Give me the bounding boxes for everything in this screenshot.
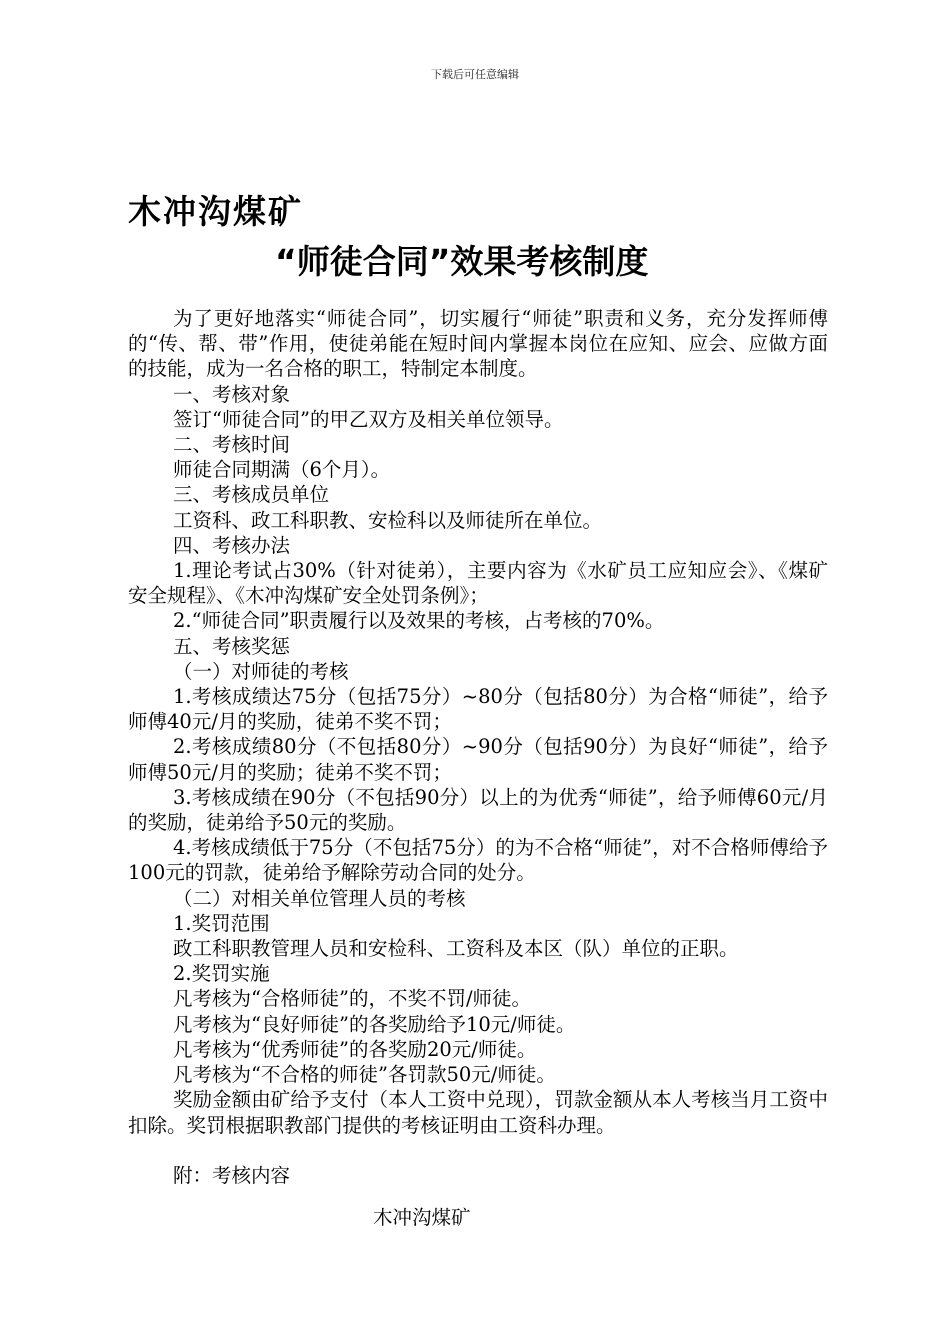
signature-organization: 木冲沟煤矿 [373, 1206, 471, 1229]
section-5-sub-2-heading: （二）对相关单位管理人员的考核 [173, 886, 466, 910]
section-5-sub-2-rule-3: 凡考核为“优秀师徒”的各奖励20元/师徒。 [173, 1037, 537, 1061]
section-5-sub-2-scope-text: 政工科职教管理人员和安检科、工资科及本区（队）单位的正职。 [173, 937, 739, 961]
section-5-sub-2-rule-2: 凡考核为“良好师徒”的各奖励给予10元/师徒。 [173, 1012, 576, 1036]
section-5-sub-2-rule-1: 凡考核为“合格师徒”的，不奖不罚/师徒。 [173, 987, 532, 1011]
closing-paragraph: 奖励金额由矿给予支付（本人工资中兑现），罚款金额从本人考核当月工资中扣除。奖罚根据职教部门提供的考核证明由工资科办理。 [128, 1088, 828, 1137]
section-5-heading: 五、考核奖惩 [173, 634, 291, 658]
section-3-heading: 三、考核成员单位 [173, 483, 330, 507]
section-5-sub-1-item-3: 3.考核成绩在90分（不包括90分）以上的为优秀“师徒”，给予师傅60元/月的奖励，徒弟给予50元的奖励。 [128, 785, 828, 835]
document-body [128, 306, 828, 1188]
section-1-heading: 一、考核对象 [173, 382, 291, 406]
spacer [128, 1138, 828, 1163]
section-2-heading: 二、考核时间 [173, 433, 291, 457]
section-4-item-1: 1.理论考试占30%（针对徒弟），主要内容为《水矿员工应知应会》、《煤矿安全规程》、《木冲沟煤矿安全处罚条例》； [128, 559, 828, 608]
section-5-sub-2-rule-4: 凡考核为“不合格的师徒”各罚款50元/师徒。 [173, 1063, 556, 1087]
section-4-item-2: 2.“师徒合同”职责履行以及效果的考核，占考核的70%。 [173, 609, 665, 633]
attachment-note: 附：考核内容 [173, 1163, 291, 1187]
section-5-sub-1-item-1: 1.考核成绩达75分（包括75分）~80分（包括80分）为合格“师徒”，给予师傅40元/月的奖励，徒弟不奖不罚； [128, 685, 828, 734]
header-note: 下载后可任意编辑 [431, 68, 519, 81]
section-5-sub-2-implementation-heading: 2.奖罚实施 [173, 962, 270, 986]
document-title-organization: 木冲沟煤矿 [128, 192, 303, 231]
section-5-sub-1-item-2: 2.考核成绩80分（不包括80分）~90分（包括90分）为良好“师徒”，给予师傅50元/月的奖励；徒弟不奖不罚； [128, 735, 828, 784]
section-2-text: 师徒合同期满（6个月）。 [173, 458, 391, 482]
section-4-heading: 四、考核办法 [173, 533, 291, 557]
section-5-sub-1-heading: （一）对师徒的考核 [173, 659, 349, 683]
section-5-sub-1-item-4: 4.考核成绩低于75分（不包括75分）的为不合格“师徒”，对不合格师傅给予100元的罚款，徒弟给予解除劳动合同的处分。 [128, 836, 828, 885]
section-3-text: 工资科、政工科职教、安检科以及师徒所在单位。 [173, 508, 603, 532]
section-5-sub-2-scope-heading: 1.奖罚范围 [173, 911, 270, 935]
document-title: “师徒合同”效果考核制度 [275, 242, 649, 281]
section-1-text: 签订“师徒合同”的甲乙双方及相关单位领导。 [173, 407, 564, 431]
intro-paragraph: 为了更好地落实“师徒合同”，切实履行“师徒”职责和义务，充分发挥师傅的“传、帮、带”作用，使徒弟能在短时间内掌握本岗位在应知、应会、应做方面的技能，成为一名合格的职工，特制定本制度。 [128, 307, 828, 381]
